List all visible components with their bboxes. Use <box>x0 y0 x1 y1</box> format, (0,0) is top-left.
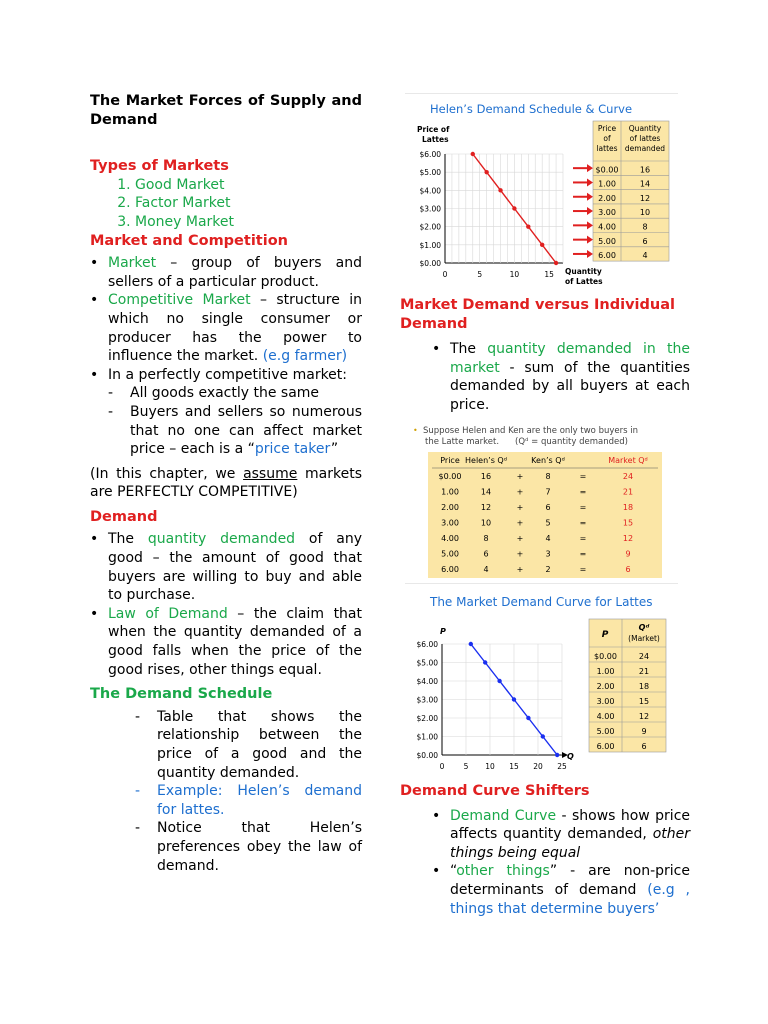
arrow-head-icon <box>587 178 593 186</box>
price-cell: $0.00 <box>595 165 619 175</box>
text: - shows how price affects quantity demanded, <box>450 807 691 843</box>
text: of any good – the amount of good that buyers are willing to buy and able to purchase. <box>108 531 362 604</box>
data-point <box>498 188 502 192</box>
table-cell: + <box>516 534 524 543</box>
price-cell: 3.00 <box>598 208 616 218</box>
table-cell: 5.00 <box>441 549 459 559</box>
bullet: • <box>413 426 418 435</box>
qty-cell: 10 <box>639 208 651 218</box>
table-cell: 16 <box>480 472 492 481</box>
y-tick-label: $5.00 <box>416 658 438 668</box>
text: assume <box>243 465 298 482</box>
table-cell: 10 <box>480 518 492 528</box>
arrow-head-icon <box>587 236 593 244</box>
dcs-heading: Demand Curve Shifters <box>400 783 590 799</box>
qty-cell: 6 <box>641 742 647 751</box>
y-tick-label: $6.00 <box>416 640 438 649</box>
y-tick-label: $6.00 <box>419 150 441 159</box>
mdvi-heading: Market Demand versus Individual Demand <box>400 297 675 332</box>
y-tick-label: $5.00 <box>419 168 441 178</box>
helen-grid <box>445 154 563 263</box>
market-chart <box>405 584 678 776</box>
helen-ylabel2: Lattes <box>422 135 449 144</box>
mdvi-list <box>400 340 690 414</box>
y-tick-label: $0.00 <box>419 259 441 268</box>
data-point <box>541 734 545 738</box>
suppose-figure <box>410 420 678 578</box>
left-column <box>90 92 362 875</box>
table-cell: = <box>579 518 587 528</box>
table-cell: 3 <box>545 549 551 559</box>
y-tick-label: $2.00 <box>419 222 441 232</box>
price-cell: 3.00 <box>596 697 615 706</box>
table-cell: + <box>516 487 524 497</box>
text: Table that shows the relationship between the price of a good and the quantity demanded. <box>157 708 362 781</box>
list-item <box>108 605 362 679</box>
table-cell: + <box>516 472 524 481</box>
data-point <box>526 716 530 720</box>
term: quantity demanded in the market <box>450 341 690 376</box>
header-label: (Market) <box>628 634 660 643</box>
table-cell: + <box>516 565 524 574</box>
header-label: of <box>603 134 611 143</box>
table-cell: 4.00 <box>441 534 459 543</box>
x-tick-label: 15 <box>544 270 554 279</box>
table-cell: = <box>579 472 587 481</box>
mdvi-section <box>400 296 690 414</box>
qty-cell: 9 <box>641 727 647 736</box>
list-item: 3. Money Market <box>135 213 362 232</box>
text: “ <box>450 863 457 880</box>
text: The <box>108 531 148 548</box>
dcs-list <box>400 807 690 919</box>
term: other things <box>456 863 550 880</box>
arrow-head-icon <box>587 164 593 172</box>
table-cell: 24 <box>622 472 634 481</box>
x-tick-label: 0 <box>442 270 448 279</box>
list-item <box>450 862 690 918</box>
header-label: Market Qᵈ <box>608 456 648 465</box>
term: Law of Demand <box>108 605 228 622</box>
price-cell: 1.00 <box>598 179 616 189</box>
header-label: demanded <box>624 144 666 153</box>
market-title: The Market Demand Curve for Lattes <box>430 595 653 609</box>
price-cell: 2.00 <box>596 682 615 691</box>
term: Competitive Market <box>108 292 251 309</box>
list-item <box>450 807 690 863</box>
mc-list <box>90 254 362 459</box>
header-label: Ken’s Qᵈ <box>531 456 565 465</box>
y-tick-label: $4.00 <box>419 186 441 196</box>
qty-cell: 14 <box>639 179 651 189</box>
data-point <box>540 243 544 247</box>
price-cell: $0.00 <box>594 652 617 661</box>
text: Buyers and sellers so numerous that no one can affect market price – each is a “ <box>130 403 362 458</box>
data-point <box>469 642 473 646</box>
helen-xlabel: Quantity <box>565 267 602 276</box>
qty-cell: 12 <box>638 712 650 721</box>
sub-item: - Buyers and sellers so numerous that no one can affect market price – each is a “price taker” <box>108 403 362 458</box>
example: (e.g farmer) <box>262 348 348 365</box>
x-tick-label: 0 <box>439 762 445 771</box>
text: – group of buyers and sellers of a particular product. <box>108 255 362 290</box>
text: ” <box>330 441 339 458</box>
qty-cell: 4 <box>642 251 648 261</box>
table-cell: 6.00 <box>441 565 459 574</box>
table-cell: 6 <box>545 503 551 512</box>
list-item: 2. Factor Market <box>135 194 362 213</box>
ds-heading: The Demand Schedule <box>90 686 273 703</box>
list-item <box>108 291 362 365</box>
data-point <box>497 679 501 683</box>
text: (In this chapter, we <box>90 465 244 482</box>
table-cell: 12 <box>480 503 492 512</box>
arrow-head-icon <box>587 221 593 229</box>
data-point <box>483 660 487 664</box>
table-cell: 18 <box>622 503 634 512</box>
y-tick-label: $4.00 <box>416 677 438 686</box>
demand-heading: Demand <box>90 508 158 525</box>
header-label: of lattes <box>629 134 661 143</box>
sub-item: - Table that shows the relationship between the price of a good and the quantity demanded. <box>135 708 362 781</box>
sub-item: - Notice that Helen’s preferences obey the law of demand. <box>135 820 362 874</box>
market-xlabel: Q <box>567 752 574 761</box>
arrow-head-icon <box>587 193 593 201</box>
qty-cell: 16 <box>639 165 651 175</box>
demand-list <box>90 530 362 679</box>
price-cell: 5.00 <box>598 236 616 246</box>
table-cell: = <box>579 534 587 543</box>
data-point <box>512 697 516 701</box>
list-item <box>108 366 362 459</box>
term: Market <box>108 255 157 272</box>
arrow-head-icon <box>587 250 593 258</box>
qty-cell: 21 <box>638 667 650 676</box>
suppose-line1: Suppose Helen and Ken are the only two buyers in <box>423 426 638 436</box>
qty-cell: 18 <box>638 682 650 691</box>
text: Example: Helen’s demand for lattes. <box>157 783 362 818</box>
page-title: The Market Forces of Supply and Demand <box>90 93 362 128</box>
table-cell: = <box>579 549 587 559</box>
types-list <box>90 176 362 232</box>
list-item <box>108 254 362 291</box>
table-cell: + <box>516 503 524 512</box>
market-ylabel: P <box>440 627 446 636</box>
text: (e.g , things that determine buyers’ <box>450 881 690 917</box>
table-cell: 2.00 <box>441 503 459 512</box>
data-point <box>471 152 475 156</box>
helen-chart <box>405 94 678 289</box>
qty-cell: 15 <box>638 697 650 706</box>
helen-figure <box>405 93 678 289</box>
x-tick-label: 25 <box>557 762 567 771</box>
header-label: Qᵈ <box>638 623 650 632</box>
ds-list <box>90 708 362 875</box>
arrow-head-icon <box>587 207 593 215</box>
text: In a perfectly competitive market: <box>108 366 347 383</box>
y-tick-label: $3.00 <box>419 204 441 214</box>
helen-table <box>573 121 669 261</box>
y-tick-label: $1.00 <box>416 732 438 742</box>
price-cell: 1.00 <box>596 667 615 676</box>
suppose-line2b: (Qᵈ = quantity demanded) <box>515 437 628 447</box>
price-cell: 5.00 <box>596 727 615 736</box>
header-label: Price <box>597 124 617 133</box>
table-cell: 3.00 <box>441 518 459 528</box>
market-grid <box>442 644 568 758</box>
text: markets are PERFECTLY COMPETITIVE) <box>90 465 362 501</box>
x-tick-label: 10 <box>485 762 495 771</box>
table-cell: 2 <box>545 565 551 574</box>
x-tick-label: 10 <box>509 270 520 279</box>
dcs-section <box>400 782 690 918</box>
price-cell: 6.00 <box>596 742 615 751</box>
table-cell: = <box>579 565 587 574</box>
table-cell: 5 <box>545 518 551 528</box>
sub-item: - Example: Helen’s demand for lattes. <box>135 783 362 818</box>
suppose-line2: the Latte market. <box>425 437 500 447</box>
table-cell: $0.00 <box>438 472 462 481</box>
table-cell: 14 <box>480 487 492 497</box>
header-label: Helen’s Qᵈ <box>465 456 507 465</box>
table-cell: 1.00 <box>441 487 459 497</box>
text: other things being equal <box>450 826 690 861</box>
text: – the claim that when the quantity demanded of a good falls when the price of the good rises, other things equal. <box>108 605 362 678</box>
table-cell: = <box>579 503 587 512</box>
table-cell: 7 <box>545 487 551 497</box>
types-heading: Types of Markets <box>90 158 229 175</box>
text: All goods exactly the same <box>130 385 320 402</box>
market-table <box>589 619 666 752</box>
header-label: lattes <box>596 144 618 153</box>
table-cell: = <box>579 487 587 497</box>
qty-cell: 24 <box>638 652 650 661</box>
table-cell: 8 <box>545 472 551 481</box>
x-tick-label: 20 <box>533 762 543 771</box>
x-tick-label: 5 <box>463 762 469 771</box>
header-label: P <box>601 630 609 640</box>
data-point <box>526 224 530 228</box>
qty-cell: 6 <box>642 236 648 246</box>
y-tick-label: $3.00 <box>416 695 438 705</box>
table-cell: + <box>516 549 524 559</box>
table-cell: 4 <box>483 565 489 574</box>
mc-heading: Market and Competition <box>90 232 288 249</box>
price-cell: 4.00 <box>598 222 616 232</box>
data-point <box>512 206 516 210</box>
helen-title: Helen’s Demand Schedule & Curve <box>430 102 633 116</box>
helen-ylabel: Price of <box>417 125 450 134</box>
market-figure <box>405 583 678 776</box>
table-bg <box>428 452 662 578</box>
list-item <box>108 530 362 604</box>
table-cell: 21 <box>622 487 634 497</box>
text: ” - are non-price determinants of demand <box>450 863 690 898</box>
qty-cell: 12 <box>639 193 651 203</box>
price-cell: 6.00 <box>598 251 616 261</box>
term: Demand Curve <box>450 807 557 824</box>
sub-item: - All goods exactly the same <box>108 385 320 402</box>
price-cell: 2.00 <box>598 193 616 203</box>
list-item <box>450 340 690 414</box>
text: – structure in which no single consumer or producer has the power to influence the market. <box>108 292 362 365</box>
table-cell: 4 <box>545 534 551 543</box>
term: quantity demanded <box>147 531 296 548</box>
chapter-note <box>90 465 362 502</box>
helen-xlabel2: of Lattes <box>565 277 603 286</box>
qty-cell: 8 <box>642 222 648 232</box>
table-cell: 15 <box>622 518 634 528</box>
table-cell: 8 <box>483 534 489 543</box>
x-tick-label: 15 <box>509 762 519 771</box>
x-tick-label: 5 <box>477 270 483 279</box>
text: The <box>450 341 488 357</box>
suppose-table <box>428 452 662 578</box>
market-ticks <box>417 640 567 771</box>
table-cell: 6 <box>483 549 489 559</box>
text: Notice that Helen’s preferences obey the law of demand. <box>157 820 362 874</box>
data-point <box>554 261 558 265</box>
data-point <box>555 753 559 757</box>
header-label: Quantity <box>628 124 662 133</box>
term: price taker <box>254 441 331 458</box>
table-cell: 9 <box>625 549 631 559</box>
list-item: 1. Good Market <box>135 176 362 195</box>
table-cell: 6 <box>625 565 631 574</box>
header-label: Price <box>440 456 460 465</box>
text: - sum of the quantities demanded by all buyers at each price. <box>450 359 690 413</box>
price-cell: 4.00 <box>596 712 615 721</box>
y-tick-label: $2.00 <box>416 714 438 723</box>
y-tick-label: $1.00 <box>419 240 441 250</box>
suppose-table-svg <box>410 420 678 578</box>
y-tick-label: $0.00 <box>416 751 438 760</box>
table-cell: 12 <box>622 534 634 543</box>
table-cell: + <box>516 518 524 528</box>
data-point <box>484 170 488 174</box>
